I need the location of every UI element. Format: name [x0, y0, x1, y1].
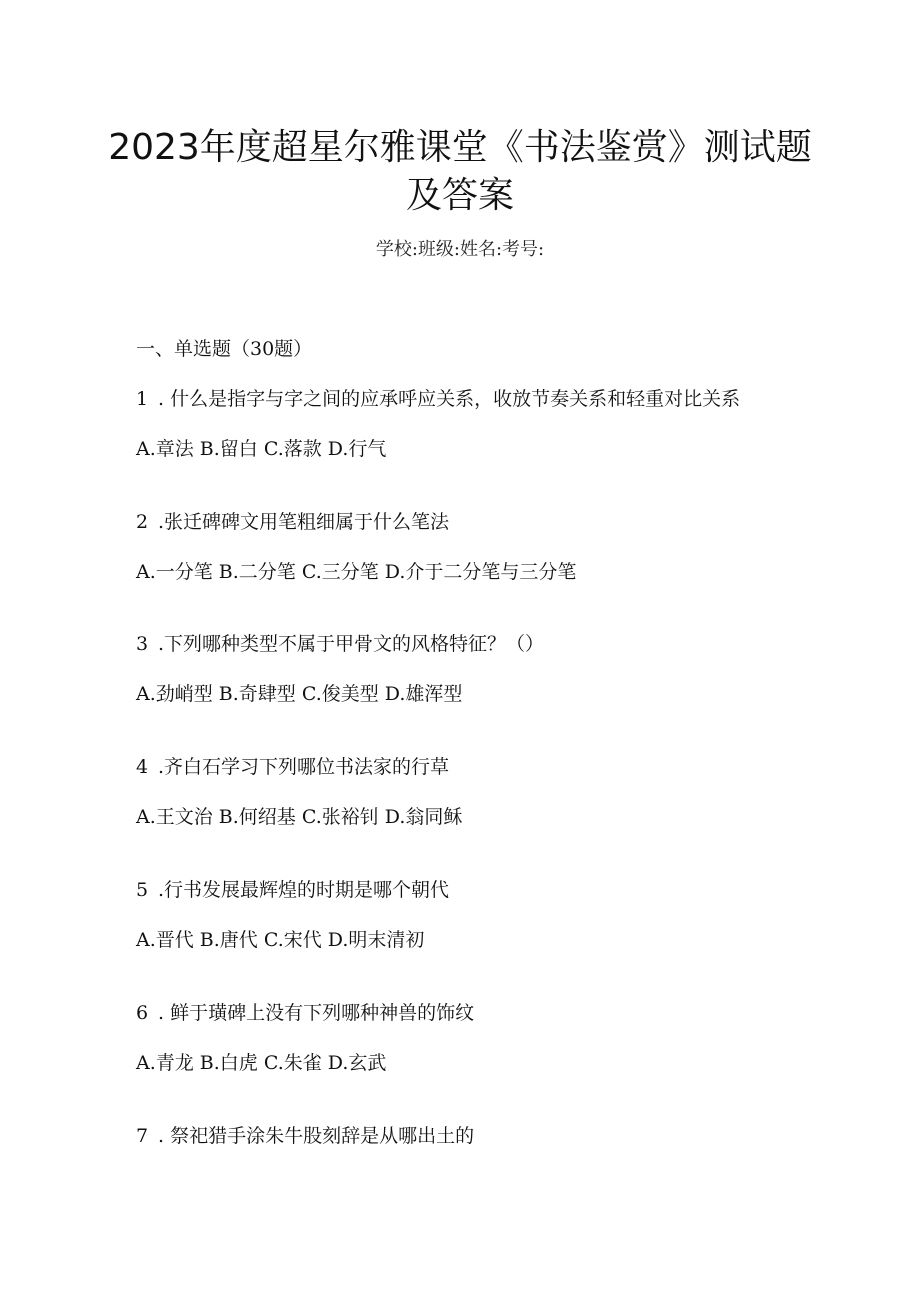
section-heading: 一、单选题（30题） [136, 338, 313, 360]
question-number: 6 [136, 1002, 149, 1024]
question-options: A.青龙 B.白虎 C.朱雀 D.玄武 [136, 1052, 387, 1074]
question-number: 4 [136, 756, 149, 778]
question-5 [136, 877, 796, 953]
question-text [136, 1123, 796, 1149]
document-title-line2: 及答案 [405, 175, 514, 216]
question-stem: . 什么是指字与字之间的应承呼应关系，收放节奏关系和轻重对比关系 [158, 388, 741, 410]
question-options: A.晋代 B.唐代 C.宋代 D.明末清初 [136, 929, 425, 951]
question-stem: .张迁碑碑文用笔粗细属于什么笔法 [158, 511, 450, 533]
question-number: 5 [136, 879, 149, 901]
question-7 [136, 1123, 796, 1149]
document-title-line1: 2023年度超星尔雅课堂《书法鉴赏》测试题 [108, 127, 812, 168]
question-text [136, 877, 796, 903]
question-number: 7 [136, 1125, 149, 1147]
question-text [136, 509, 796, 535]
question-text [136, 631, 796, 657]
question-stem: .下列哪种类型不属于甲骨文的风格特征？（） [158, 633, 545, 655]
question-number: 1 [136, 388, 149, 410]
question-options: A.劲峭型 B.奇肆型 C.俊美型 D.雄浑型 [136, 683, 463, 705]
question-2 [136, 509, 796, 585]
question-3 [136, 631, 796, 707]
question-options: A.王文治 B.何绍基 C.张裕钊 D.翁同稣 [136, 806, 463, 828]
question-1 [136, 386, 796, 462]
question-text [136, 1000, 796, 1026]
question-stem: .行书发展最辉煌的时期是哪个朝代 [158, 879, 450, 901]
question-number: 3 [136, 633, 149, 655]
question-options: A.章法 B.留白 C.落款 D.行气 [136, 438, 387, 460]
student-info-line: 学校:班级:姓名:考号: [375, 239, 545, 260]
question-options: A.一分笔 B.二分笔 C.三分笔 D.介于二分笔与三分笔 [136, 561, 577, 583]
question-stem: . 祭祀猎手涂朱牛股刻辞是从哪出土的 [158, 1125, 475, 1147]
question-stem: . 鲜于璜碑上没有下列哪种神兽的饰纹 [158, 1002, 475, 1024]
question-4 [136, 754, 796, 830]
question-text [136, 386, 796, 412]
question-stem: .齐白石学习下列哪位书法家的行草 [158, 756, 450, 778]
question-text [136, 754, 796, 780]
question-6 [136, 1000, 796, 1076]
question-number: 2 [136, 511, 149, 533]
